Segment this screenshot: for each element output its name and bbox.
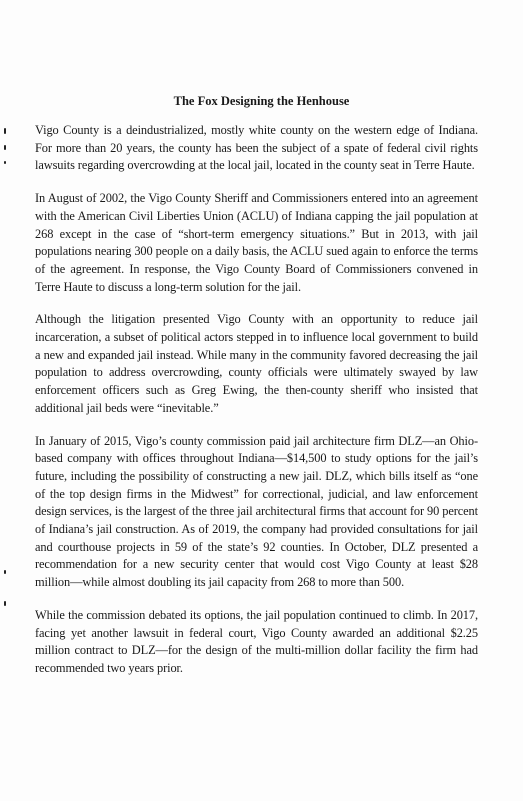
document-title: The Fox Designing the Henhouse [173,94,350,108]
paragraph: Vigo County is a deindustrialized, mostly white county on the western edge of Indiana. For more than 20 years, the county has been the subject of a spate of federal civil rights lawsuits regarding overcrowding at the local jail, located in the county seat in Terre Haute. [35,123,478,173]
margin-mark [4,128,6,134]
document-body [35,122,478,693]
margin-mark [4,570,6,574]
margin-mark [4,161,6,164]
paragraph: In August of 2002, the Vigo County Sheriff and Commissioners entered into an agreement with the American Civil Liberties Union (ACLU) of Indiana capping the jail population at 268 except in the case of “short-term emergency situations.” But in 2013, with jail populations nearing 300 people on a daily basis, the ACLU sued again to enforce the terms of the agreement. In response, the Vigo County Board of Commissioners convened in Terre Haute to discuss a long-term solution for the jail. [35,191,478,294]
margin-mark [4,145,6,150]
paragraph: Although the litigation presented Vigo County with an opportunity to reduce jail incarceration, a subset of political actors stepped in to influence local government to build a new and expanded jail instead. While many in the community favored decreasing the jail population to address overcrowding, county officials were ultimately swayed by law enforcement officers such as Greg Ewing, the then-county sheriff who insisted that additional jail beds were “inevitable.” [35,312,478,415]
margin-mark [4,601,6,606]
paragraph: In January of 2015, Vigo’s county commission paid jail architecture firm DLZ—an Ohio-based company with offices throughout Indiana—$14,500 to study options for the jail’s future, including the possibility of constructing a new jail. DLZ, which bills itself as “one of the top design firms in the Midwest” for correctional, judicial, and law enforcement design services, is the largest of the three jail architectural firms that account for 90 percent of Indiana’s jail construction. As of 2019, the company had provided consultations for jail and courthouse projects in 59 of the state’s 92 counties. In October, DLZ presented a recommendation for a new security center that would cost Vigo County at least $28 million—while almost doubling its jail capacity from 268 to more than 500. [35,433,478,590]
paragraph: While the commission debated its options, the jail population continued to climb. In 2017, facing yet another lawsuit in federal court, Vigo County awarded an additional $2.25 million contract to DLZ—for the design of the multi-million dollar facility the firm had recommended two years prior. [35,607,478,675]
